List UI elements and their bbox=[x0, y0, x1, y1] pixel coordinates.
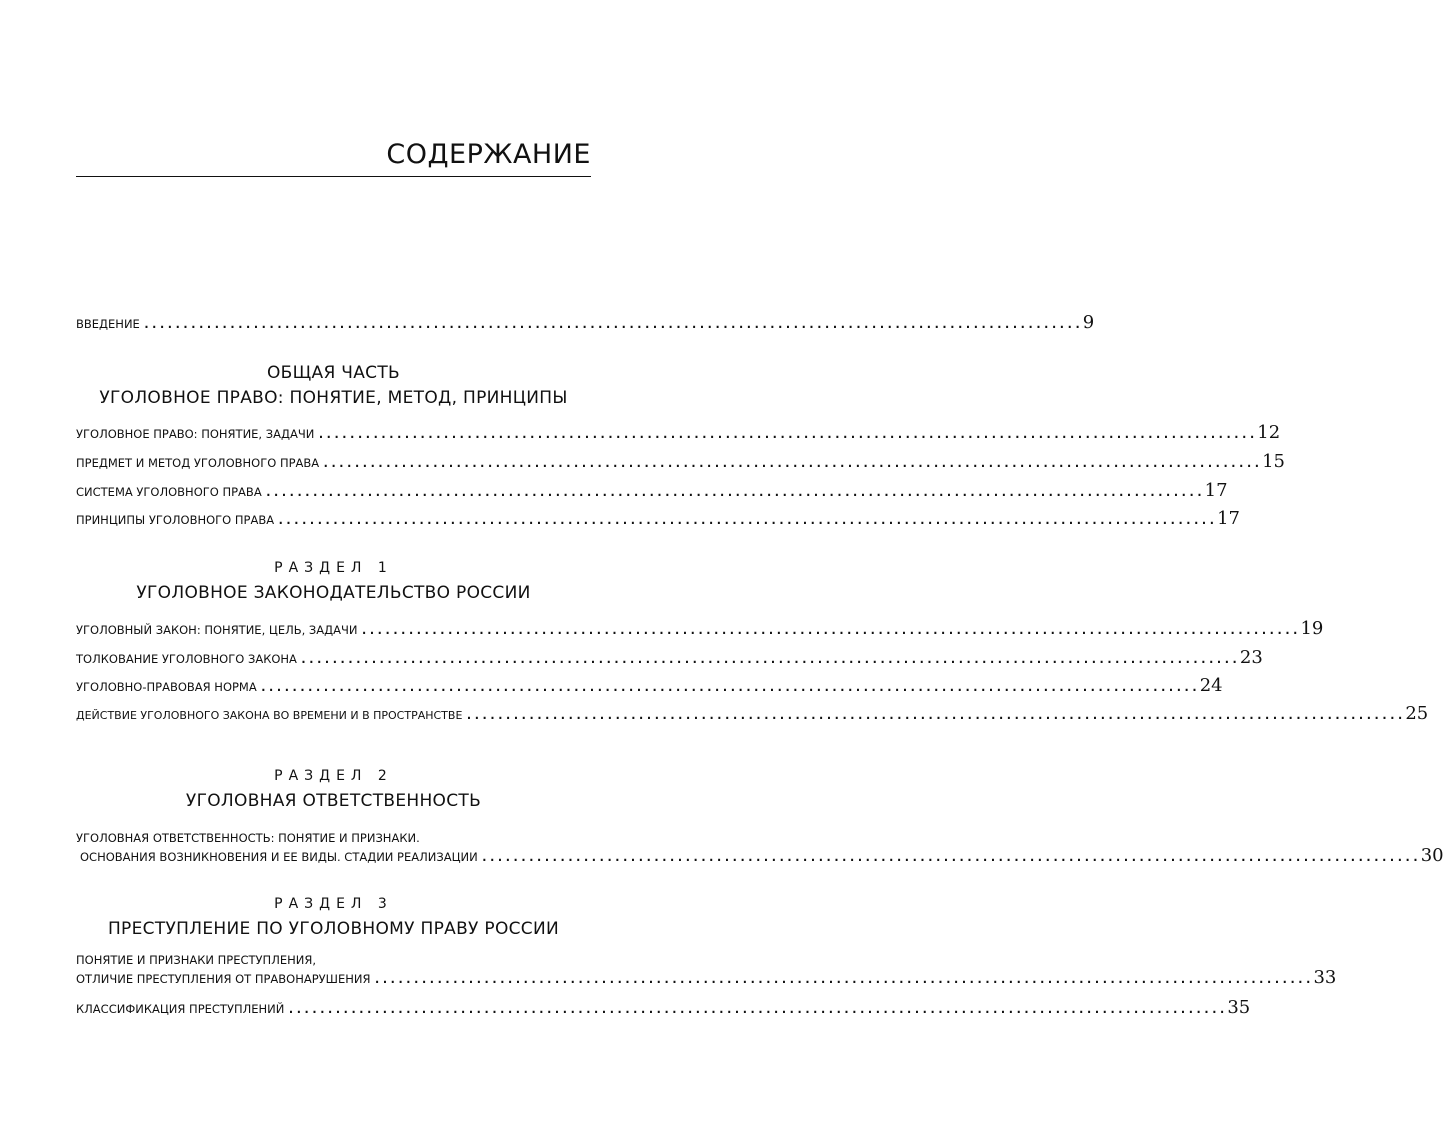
dot-leader: ........................................................................................................................ bbox=[465, 708, 1405, 722]
toc-entry-page: 30 bbox=[1420, 845, 1444, 866]
part-heading: ОБЩАЯ ЧАСТЬ bbox=[267, 363, 400, 383]
dot-leader: ........................................................................................................................ bbox=[264, 485, 1204, 499]
section-label: РАЗДЕЛ 2 bbox=[274, 768, 393, 784]
toc-entry-label: УГОЛОВНО-ПРАВОВАЯ НОРМА bbox=[76, 680, 257, 694]
dot-leader: ........................................................................................................................ bbox=[259, 680, 1199, 694]
toc-entry-page: 24 bbox=[1199, 675, 1223, 696]
toc-entry-page: 35 bbox=[1227, 997, 1251, 1018]
toc-entry-page: 19 bbox=[1300, 618, 1324, 639]
dot-leader: ........................................................................................................................ bbox=[373, 972, 1313, 986]
toc-entry-page: 23 bbox=[1239, 647, 1263, 668]
toc-entry-label: СИСТЕМА УГОЛОВНОГО ПРАВА bbox=[76, 485, 262, 499]
toc-entry[interactable] bbox=[76, 422, 1281, 443]
toc-entry-intro[interactable] bbox=[76, 312, 1095, 333]
toc-entry[interactable] bbox=[76, 480, 1228, 501]
toc-entry[interactable] bbox=[76, 618, 1324, 639]
section-label: РАЗДЕЛ 3 bbox=[274, 896, 393, 912]
toc-entry[interactable] bbox=[76, 675, 1223, 696]
toc-entry[interactable] bbox=[76, 508, 1240, 529]
dot-leader: ........................................................................................................................ bbox=[299, 652, 1239, 666]
toc-entry-page: 15 bbox=[1262, 451, 1286, 472]
page-title: СОДЕРЖАНИЕ bbox=[386, 139, 591, 170]
section-heading: ПРЕСТУПЛЕНИЕ ПО УГОЛОВНОМУ ПРАВУ РОССИИ bbox=[107, 919, 560, 939]
toc-entry-page: 17 bbox=[1204, 480, 1228, 501]
toc-entry-page: 33 bbox=[1313, 967, 1337, 988]
section-heading: УГОЛОВНОЕ ЗАКОНОДАТЕЛЬСТВО РОССИИ bbox=[136, 583, 531, 603]
toc-entry-label-line1: ПОНЯТИЕ И ПРИЗНАКИ ПРЕСТУПЛЕНИЯ, bbox=[76, 953, 317, 967]
toc-entry-label: ВВЕДЕНИЕ bbox=[76, 317, 140, 331]
toc-entry-multiline[interactable] bbox=[76, 829, 1444, 867]
toc-entry-label-line1: УГОЛОВНАЯ ОТВЕТСТВЕННОСТЬ: ПОНЯТИЕ И ПРИЗНАКИ. bbox=[76, 831, 420, 845]
toc-entry[interactable] bbox=[76, 703, 1429, 724]
toc-entry[interactable] bbox=[76, 997, 1251, 1018]
dot-leader: ........................................................................................................................ bbox=[277, 513, 1217, 527]
toc-entry-page: 12 bbox=[1257, 422, 1281, 443]
toc-entry-label-line2: ОТЛИЧИЕ ПРЕСТУПЛЕНИЯ ОТ ПРАВОНАРУШЕНИЯ bbox=[76, 972, 371, 986]
toc-entry-label-line2: ОСНОВАНИЯ ВОЗНИКНОВЕНИЯ И ЕЕ ВИДЫ. СТАДИИ РЕАЛИЗАЦИИ bbox=[80, 850, 478, 864]
section-heading: УГОЛОВНАЯ ОТВЕТСТВЕННОСТЬ bbox=[185, 791, 482, 811]
toc-entry-label: ПРИНЦИПЫ УГОЛОВНОГО ПРАВА bbox=[76, 513, 275, 527]
dot-leader: ........................................................................................................................ bbox=[287, 1002, 1227, 1016]
dot-leader: ........................................................................................................................ bbox=[322, 456, 1262, 470]
title-rule bbox=[76, 176, 591, 177]
toc-entry-label: ТОЛКОВАНИЕ УГОЛОВНОГО ЗАКОНА bbox=[76, 652, 297, 666]
toc-entry-label: УГОЛОВНОЕ ПРАВО: ПОНЯТИЕ, ЗАДАЧИ bbox=[76, 427, 315, 441]
section-label: РАЗДЕЛ 1 bbox=[274, 560, 393, 576]
dot-leader: ........................................................................................................................ bbox=[360, 623, 1300, 637]
toc-entry-label: УГОЛОВНЫЙ ЗАКОН: ПОНЯТИЕ, ЦЕЛЬ, ЗАДАЧИ bbox=[76, 623, 358, 637]
toc-entry-label: ДЕЙСТВИЕ УГОЛОВНОГО ЗАКОНА ВО ВРЕМЕНИ И В ПРОСТРАНСТВЕ bbox=[76, 709, 463, 722]
chapter-heading: УГОЛОВНОЕ ПРАВО: ПОНЯТИЕ, МЕТОД, ПРИНЦИПЫ bbox=[99, 388, 568, 408]
dot-leader: ........................................................................................................................ bbox=[480, 850, 1420, 864]
dot-leader: ........................................................................................................................ bbox=[142, 317, 1082, 331]
toc-entry[interactable] bbox=[76, 647, 1263, 668]
toc-entry-label: ПРЕДМЕТ И МЕТОД УГОЛОВНОГО ПРАВА bbox=[76, 456, 320, 470]
toc-entry-page: 9 bbox=[1082, 312, 1095, 333]
toc-entry-label: КЛАССИФИКАЦИЯ ПРЕСТУПЛЕНИЙ bbox=[76, 1002, 285, 1016]
toc-entry-page: 17 bbox=[1217, 508, 1240, 529]
toc-entry[interactable] bbox=[76, 451, 1286, 472]
toc-entry-page: 25 bbox=[1405, 703, 1429, 724]
toc-entry-multiline[interactable] bbox=[76, 951, 1337, 989]
dot-leader: ........................................................................................................................ bbox=[317, 427, 1257, 441]
